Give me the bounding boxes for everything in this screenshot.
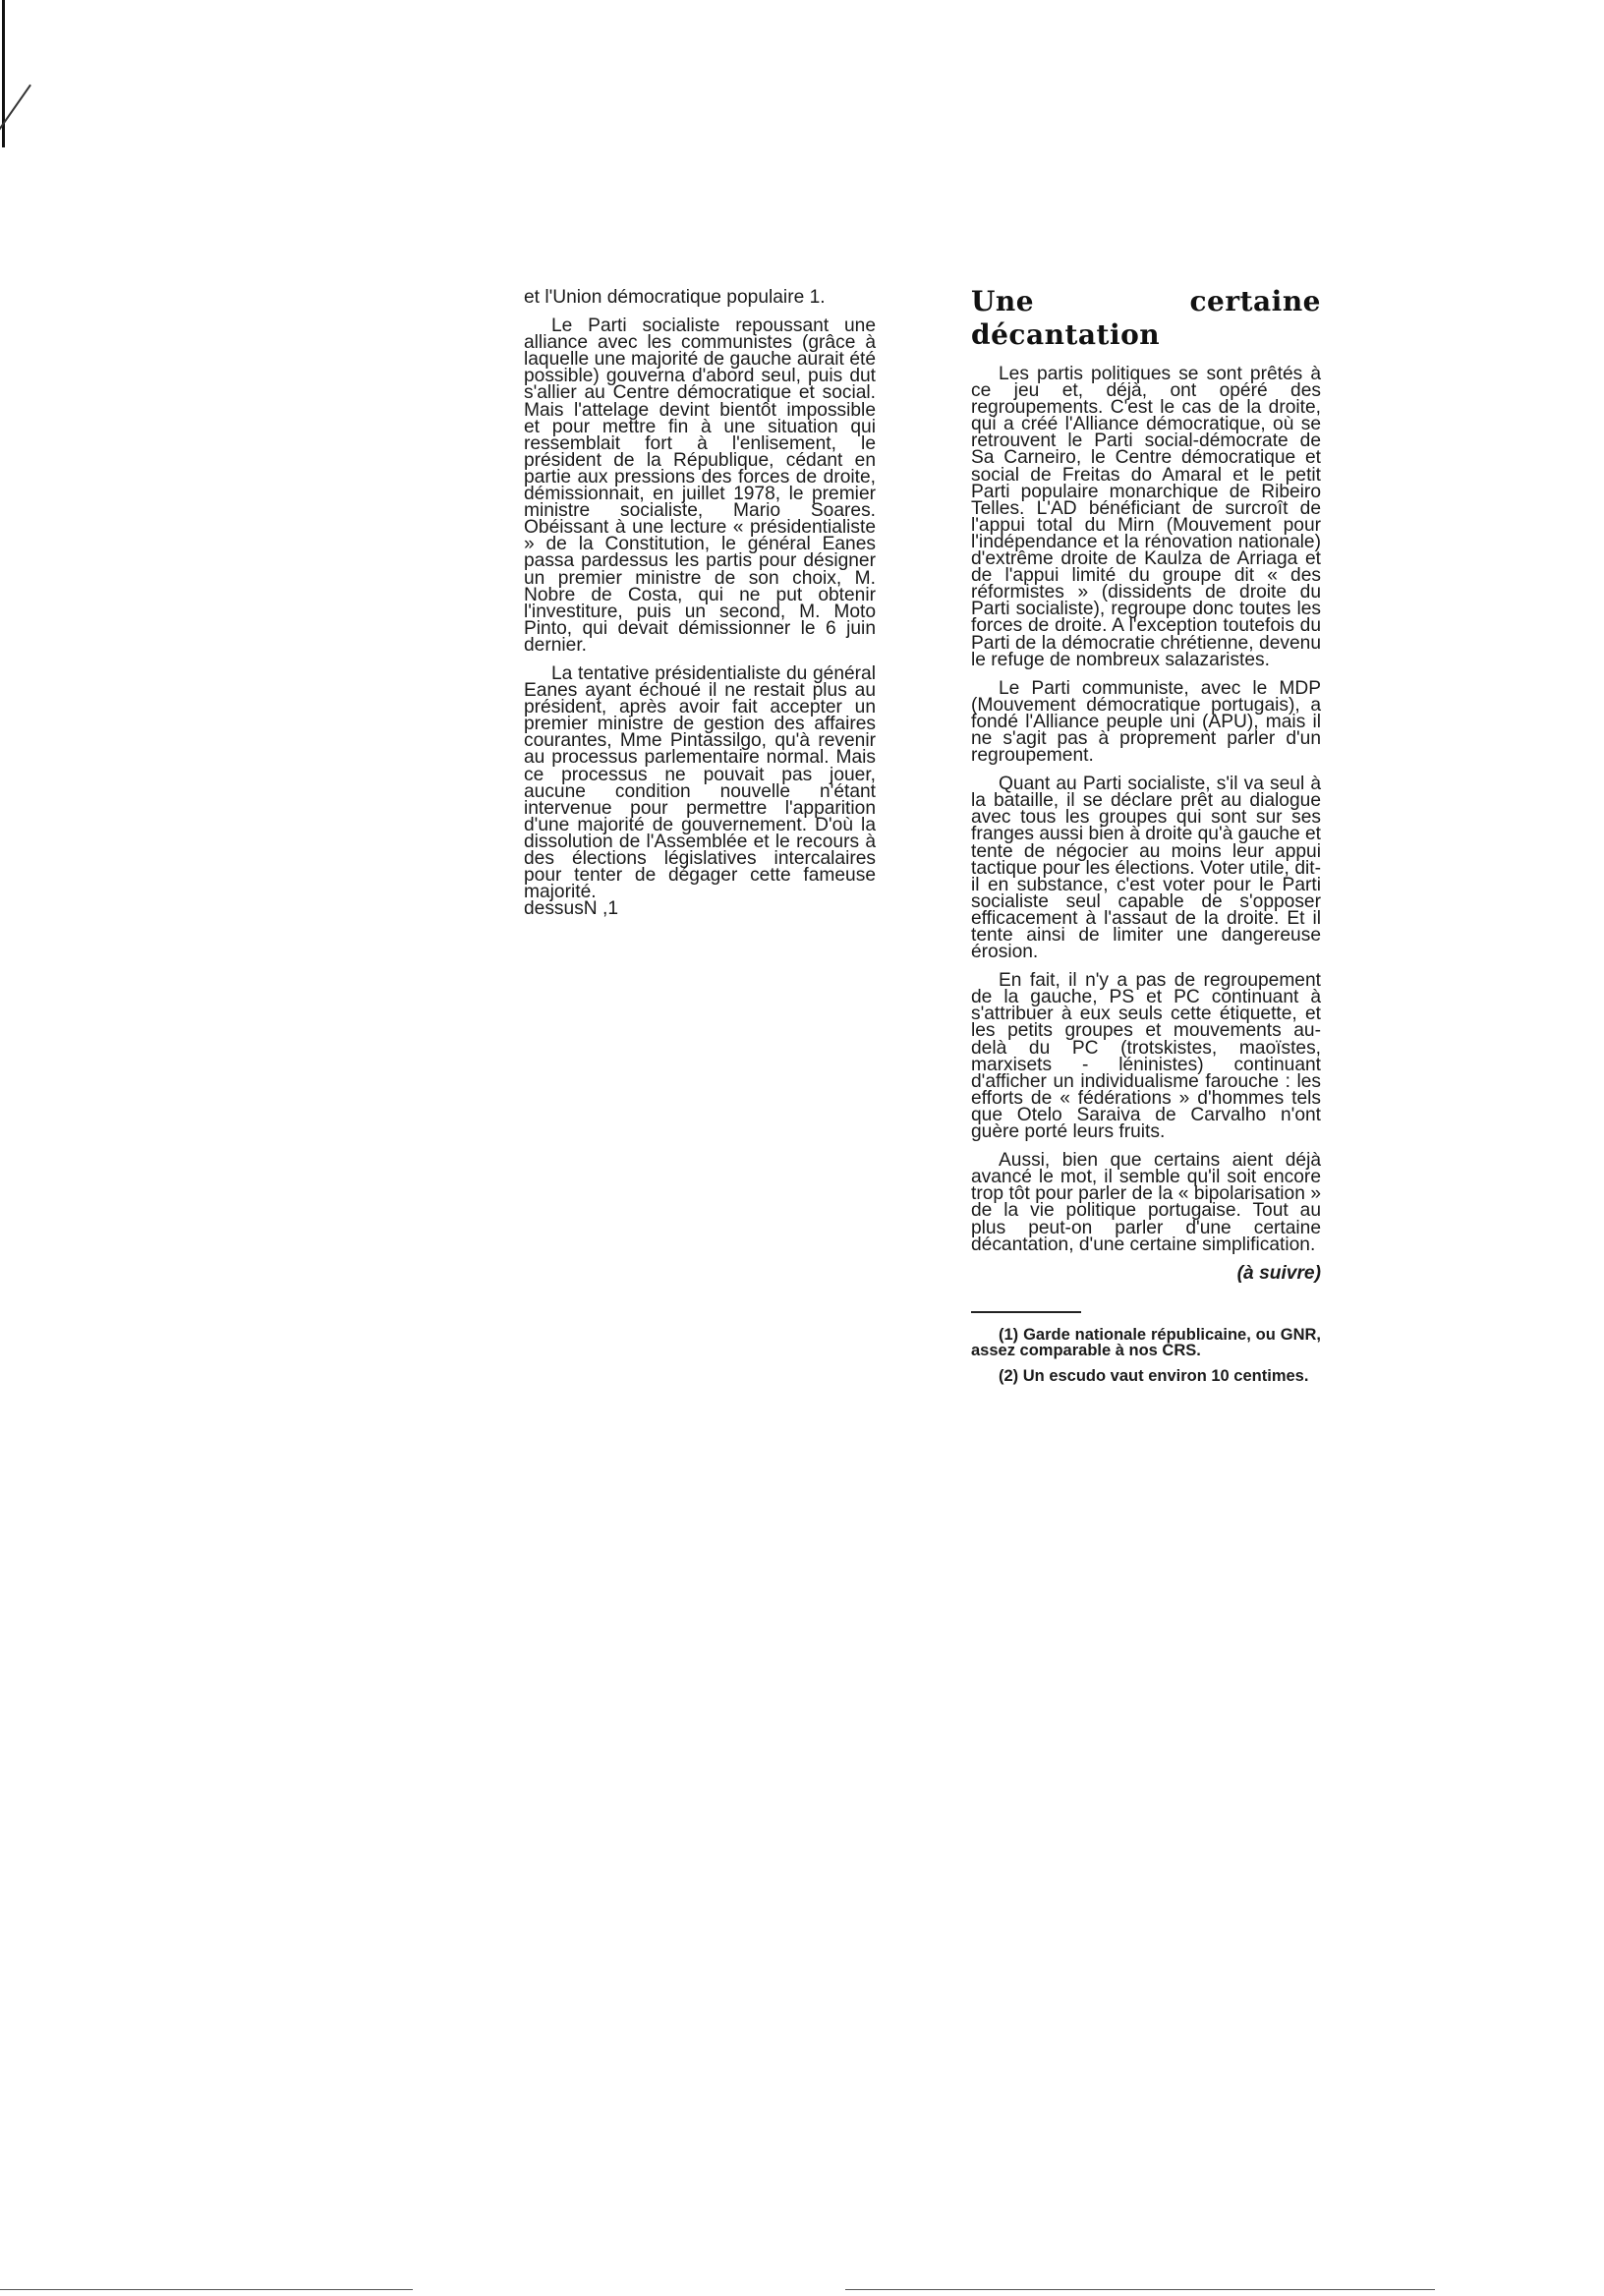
right-paragraph-5: Aussi, bien que certains aient déjà avancé le mot, il semble qu'il soit encore trop tôt pour parler de la « bipolarisation » de la vie politique portugaise. Tout au plus peut-on parler d'une certaine décantation, d'une certaine simplification.	[971, 1150, 1321, 1255]
left-paragraph-2: Le Parti socialiste repoussant une alliance avec les communistes (grâce à laquelle une majorité de gauche aurait été possible) gouverna d'abord seul, puis dut s'allier au Centre démocratique et social. Mais l'attelage devint bientôt impossible et pour mettre fin à une situation qui ressemblait fort à l'enlisement, le président de la République, cédant en partie aux pressions des forces de droite, démissionnait, en juillet 1978, le premier ministre socialiste, Mario Soares. Obéissant à une lecture « présidentialiste » de la Constitution, le général Eanes passa pardessus les partis pour désigner un premier ministre de son choix, M. Nobre de Costa, qui ne put obtenir l'investiture, puis un second, M. Moto Pinto, qui devait démissionner le 6 juin dernier.	[524, 316, 876, 656]
scan-bottom-line-right	[845, 2289, 1435, 2290]
footnote-rule	[971, 1311, 1081, 1313]
right-column	[971, 285, 1321, 1394]
left-column	[524, 289, 876, 929]
footnote-1: (1) Garde nationale républicaine, ou GNR, assez comparable à nos CRS.	[971, 1325, 1321, 1359]
section-headline: Une certaine décantation	[971, 285, 1321, 351]
left-paragraph-1: et l'Union démocratique populaire 1.	[524, 287, 826, 308]
scan-bottom-line-left	[0, 2289, 413, 2290]
right-paragraph-3: Quant au Parti socialiste, s'il va seul à la bataille, il se déclare prêt au dialogue avec tous les groupes qui sont sur ses franges aussi bien à droite qu'à gauche et tente de négocier au moins leur appui tactique pour les élections. Voter utile, dit-il en substance, c'est voter pour le Parti socialiste seul capable de s'opposer efficacement à l'assaut de la droite. Et il tente ainsi de limiter une dangereuse érosion.	[971, 774, 1321, 963]
to-be-continued: (à suivre)	[1236, 1262, 1321, 1284]
right-paragraph-4: En fait, il n'y a pas de regroupement de la gauche, PS et PC continuant à s'attribuer à eux seuls cette étiquette, et les petits groupes et mouvements au-delà du PC (trotskistes, maoïstes, marxisets - léninistes) continuant d'afficher un individualisme farouche : les efforts de « fédérations » d'hommes tels que Otelo Saraiva de Carvalho n'ont guère porté leurs fruits.	[971, 970, 1321, 1143]
left-paragraph-3: La tentative présidentialiste du général Eanes ayant échoué il ne restait plus au président, après avoir fait accepter un premier ministre de gestion des affaires courantes, Mme Pintassilgo, qu'à revenir au processus parlementaire normal. Mais ce processus ne pouvait pas jouer, aucune condition nouvelle n'étant intervenue pour permettre l'apparition d'une majorité de gouvernement. D'où la dissolution de l'Assemblée et le recours à des élections législatives intercalaires pour tenter de dégager cette fameuse majorité.	[524, 662, 876, 903]
right-paragraph-2: Le Parti communiste, avec le MDP (Mouvement démocratique portugais), a fondé l'Alliance peuple uni (APU), mais il ne s'agit pas à proprement parler d'un regroupement.	[971, 677, 1321, 767]
right-paragraph-1: Les partis politiques se sont prêtés à ce jeu et, déjà, ont opéré des regroupements. C'est le cas de la droite, qui a créé l'Alliance démocratique, où se retrouvent le Parti social-démocrate de Sa Carneiro, le Centre démocratique et social de Freitas do Amaral et le petit Parti populaire monarchique de Ribeiro Telles. L'AD bénéficiant de surcroît de l'appui total du Mirn (Mouvement pour l'indépendance et la rénovation nationale) d'extrême droite de Kaulza de Arriaga et de l'appui limité du groupe dit « des réformistes » (dissidents de droite du Parti socialiste), regroupe donc toutes les forces de droite. A l'exception toutefois du Parti de la démocratie chrétienne, devenu le refuge de nombreux salazaristes.	[971, 364, 1321, 670]
footnote-2: (2) Un escudo vaut environ 10 centimes.	[999, 1366, 1309, 1385]
left-paragraph-4: dessusN ,1	[524, 898, 618, 920]
